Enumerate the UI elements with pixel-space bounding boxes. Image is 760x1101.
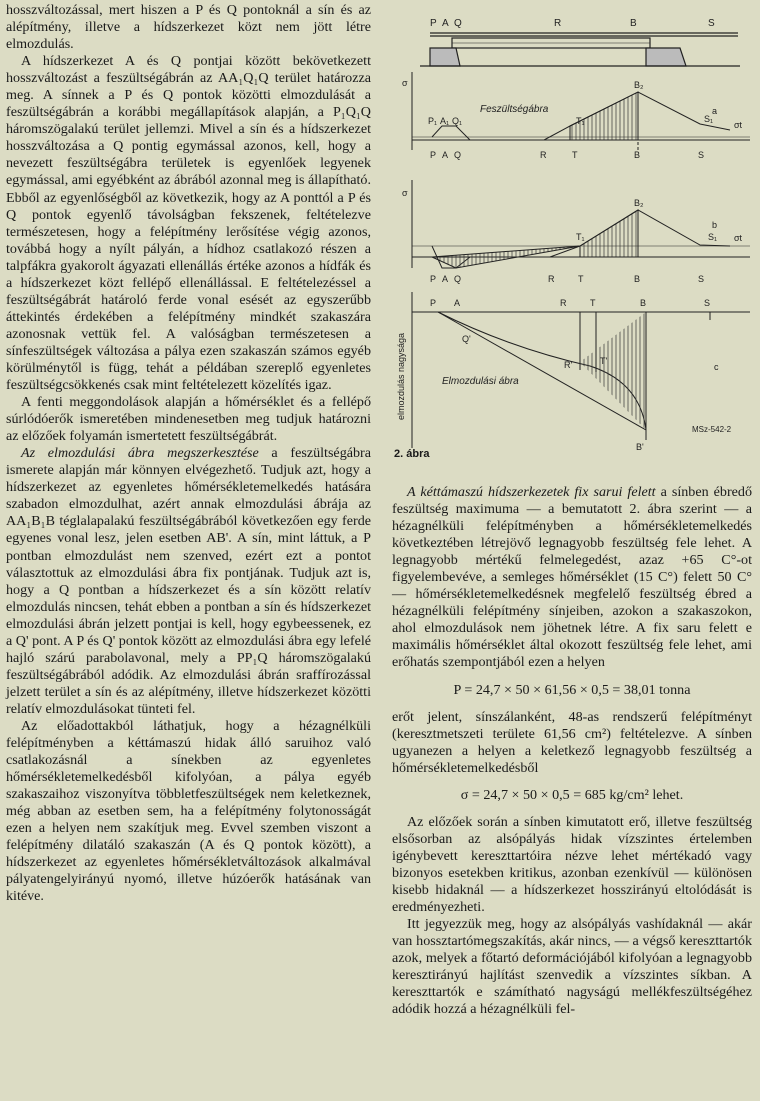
paragraph	[392, 484, 752, 672]
displacement-axis: elmozdulás nagysága	[396, 332, 406, 420]
label-t1: T₁	[576, 116, 585, 126]
axis-b-b: B	[634, 274, 641, 284]
equation-stress: σ = 24,7 × 50 × 0,5 = 685 kg/cm² lehet.	[460, 786, 684, 803]
axis-q-b: Q	[454, 274, 462, 284]
paragraph: Az előadottakból láthatjuk, hogy a hézagnélküli felépítményben a kéttámaszú hidak álló saruihoz való csatlakozásnál a sínekben az egyenletes hőmérsékletemelkedésből kifolyóan, a pálya egyéb szakaszaihoz viszonyítva többletfeszültségek nem keletkeznek, még abban az esetben sem, ha a felépítmény folytonosságát ezen a helyen nem szakítjuk meg. Evvel szemben viszont a felépítmény dilatáló szakaszán (A és Q pontok között), a hídszerkezet az egyenletes hőmérsékletváltozások alkalmával pályatengelyirányú nyomó, illetve húzóerők hatásának van kitéve.	[6, 717, 371, 905]
equation-force: P = 24,7 × 50 × 61,56 × 0,5 = 38,01 tonna	[453, 681, 691, 698]
paragraph	[6, 445, 371, 718]
label-b: B	[630, 18, 637, 29]
label-r: R	[554, 18, 562, 29]
diagram-a-tag: a	[712, 106, 718, 116]
label-b2: B₂	[634, 80, 644, 90]
paragraph: erőt jelent, sínszálanként, 48-as rendszerű felépítményt (keresztmetszeti területe 61,56 cm²) feltételezve. A sínben ugyanezen a helyen a keletkező legnagyobb feszültség a hőmérsékletemelkedésből	[392, 708, 752, 776]
diagram-b-tag: b	[712, 220, 718, 230]
stress-diagram-b	[412, 180, 750, 268]
axis-p: P	[430, 150, 437, 160]
label-t1-b: T₁	[576, 232, 585, 242]
c-label-r: R	[560, 298, 567, 308]
paragraph-text: a feszültségábra ismerete alapján már könnyen elvégezhető. Tudjuk azt, hogy a hídszerkezet az egyenletes hőmérsékletemelkedés hatására szabadon elmozdulhat, azért annak elmozdulási ábrája az AA₁B₁B téglalapalakú feszültségábrából következően egy ferde egyenes vonal lesz, jelen esetben AB'. A sín, mint láttuk, a P pontban elmozdulást nem szenved, ezért ezt a pontot választottuk az elmozdulási ábra fix pontjának. Tudjuk azt is, hogy a Q pontban a hídszerkezet és a sín között relatív elmozdulás nincsen, tehát ebben a pontban a sín és hídszerkezet elmozdulási ábrán jelzett pontjai is kell, hogy egybeessenek, ez a Q' pont. A P és Q' pontok között az elmozdulási ábra egy lefelé hajló szárú parabolavonal, mely a PP₁Q háromszögalakú feszültségábrából adódik. Az elmozdulási ábrán sraffírozással jelzett terület a sín és az alépítmény, illetve hídszerkezet közötti relatív elmozdulásokat tünteti fel.	[6, 445, 371, 717]
axis-p-b: P	[430, 274, 437, 284]
axis-r-b: R	[548, 274, 555, 284]
right-column	[392, 484, 752, 1018]
italic-lead: Az elmozdulási ábra megszerkesztése	[21, 445, 259, 462]
c-label-q-prime: Q'	[462, 334, 471, 344]
c-label-t-prime: T'	[600, 356, 608, 366]
label-a: A	[442, 18, 449, 29]
axis-t-b: T	[578, 274, 584, 284]
c-label-b-prime: B'	[636, 442, 644, 452]
diagram-c-title: Elmozdulási ábra	[442, 376, 519, 387]
stress-diagram-a	[412, 72, 750, 150]
diagram-a-title: Feszültségábra	[480, 104, 549, 115]
label-p: P	[430, 18, 437, 29]
c-label-s: S	[704, 298, 711, 308]
italic-lead: A kéttámaszú hídszerkezetek fix sarui felett	[407, 484, 656, 500]
paragraph: Az előzőek során a sínben kimutatott erő, illetve feszültség elsősorban az alsópályás hidak vízszintes értelemben igénybevett kereszttartóira nézve lehet mértékadó vagy bizonyos esetekben kritikus, azonban ezenkívül — különösen kisebb hidaknál — a hídszerkezet hosszirányú eltolódását is eredményezheti.	[392, 813, 752, 916]
label-s1: S₁	[704, 114, 714, 124]
axis-s-b: S	[698, 274, 705, 284]
label-q: Q	[454, 18, 462, 29]
bridge-schematic	[420, 33, 740, 66]
label-a1: A₁	[440, 116, 450, 126]
diagram-c-tag: c	[714, 362, 719, 372]
axis-s: S	[698, 150, 705, 160]
axis-r: R	[540, 150, 547, 160]
label-p1: P₁	[428, 116, 438, 126]
label-q1: Q₁	[452, 116, 463, 126]
top-labels	[430, 18, 715, 29]
label-sigma-t: σt	[734, 120, 743, 130]
label-s1-b: S₁	[708, 232, 718, 242]
label-sigma-t-b: σt	[734, 233, 743, 243]
c-label-b: B	[640, 298, 647, 308]
sigma-axis-a: σ	[402, 78, 408, 88]
left-column	[6, 2, 371, 905]
c-label-p: P	[430, 298, 437, 308]
paragraph: A fenti meggondolások alapján a hőmérséklet és a fellépő súrlódóerők ismeretében mindenesetben meg tudjuk határozni az előzőek folyamán ismertetett feszültségábrát.	[6, 394, 371, 445]
c-label-r-prime: R'	[564, 360, 573, 370]
paragraph: hosszváltozással, mert hiszen a P és Q pontoknál a sín és az alépítmény, illetve a hídszerkezet közt nem jött létre elmozdulás.	[6, 2, 371, 53]
axis-q: Q	[454, 150, 462, 160]
figure-ref: MSz-542-2	[692, 425, 732, 434]
axis-a: A	[442, 150, 449, 160]
paragraph: Itt jegyezzük meg, hogy az alsópályás vashídaknál — akár van hossztartómegszakítás, akár nincs, — a végső kereszttartók azok, melyek a főtartó deformációjából kifolyóan a legnagyobb keresztirányú hajlítást szenvedik a vízszintes síkban. A kereszttartók e számítható nagyságú mellékfeszültségéhez adódik hozzá a hézagnélküli fel-	[392, 916, 752, 1018]
c-label-t: T	[590, 298, 596, 308]
sigma-axis-b: σ	[402, 188, 408, 198]
label-s: S	[708, 18, 715, 29]
label-b2-b: B₂	[634, 198, 644, 208]
axis-t: T	[572, 150, 578, 160]
figure-2	[390, 0, 756, 460]
axis-a-b: A	[442, 274, 449, 284]
paragraph: A hídszerkezet A és Q pontjai között bekövetkezett hosszváltozást a feszültségábrán az AA₁Q₁Q terület határozza meg. A sínnek a P és Q pontok közötti elmozdulását a feszültségábrán a korábbi megállapítások alapján, a P₁Q₁Q háromszögalakú terület jellemzi. Mivel a sín és a hídszerkezet hosszváltozása a Q pontig egymással azonos, kell, hogy a nevezett feszültségábra területek is egyenlőek legyenek egymással, ami egyébként az ábrából azonnal meg is állapítható. Ebből az egyenlőségből az következik, hogy az A ponttól a P és Q pontok egyenlő távolságban fekszenek, feltételezve természetesen, hogy a felépítmény lerősítése végig azonos, továbbá hogy a nyílt pályán, a hídhoz csatlakozó részen a talpfákra gyakorolt ágyazati ellenállás értéke azonos a hídfák és a hídszerkezet közt fellépő ellenállással. E feltételezéssel a feszültségábrát határoló ferde vonal esését az egyszerűbb áttekintés érdekében a felépítmény mindkét szakaszára azonosnak vettük fel. A valóságban természetesen a sínfeszültségek változása a pálya ezen szakaszán számos egyéb körülménytől is függ, tehát a példában szereplő egyenletes feszültségcsökkenés csak mint feltételezett közelítés igaz.	[6, 53, 371, 394]
c-label-a: A	[454, 298, 461, 308]
axis-b: B	[634, 150, 641, 160]
paragraph-text: a sínben ébredő feszültség maximuma — a bemutatott 2. ábra szerint — a hézagnélküli felépítményben a hőmérsékletemelkedés következtében létrejövő legnagyobb feszültség fele lehet. A legnagyobb mértékű felmelegedést, azaz +65 C°-ot figyelembevéve, a semleges hőmérséklet (15 C°) felett 50 C° — hőmérsékletemelkedésnek megfelelő feszültség ébred a hézagnélküli felépítmény sínjeiben, azokon a szakaszokon, ahol elmozdulások nem jöhetnek létre. A fix saru felett e maximális hőmérséklet által okozott feszültség fele lehet, ami erőhatás szempontjából ezen a helyen	[392, 484, 752, 671]
figure-caption: 2. ábra	[394, 448, 430, 460]
